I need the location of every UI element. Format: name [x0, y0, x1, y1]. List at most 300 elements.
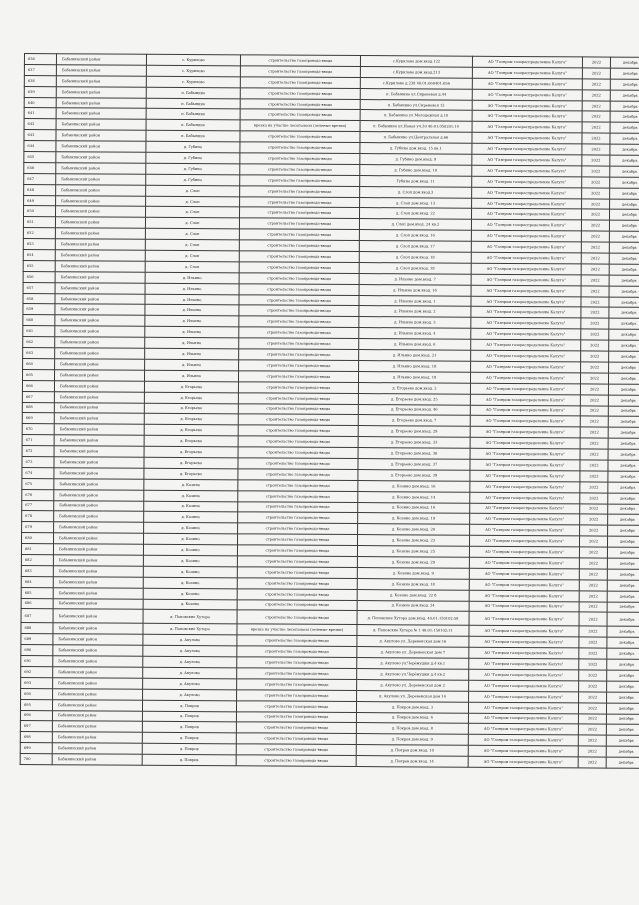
work-type-cell: строительство газопровода-ввода	[240, 196, 360, 208]
month-cell: декабрь	[609, 340, 639, 351]
district-cell: Бабынинский район	[54, 533, 144, 544]
year-cell: 2022	[582, 122, 610, 133]
district-cell: Бабынинский район	[53, 678, 143, 689]
year-cell: 2022	[580, 395, 608, 406]
work-type-cell: строительство газопровода-ввода	[238, 382, 358, 394]
work-type-cell: строительство газопровода-ввода	[237, 556, 357, 568]
row-number: 679	[22, 522, 54, 533]
address-cell: д. Слоп дом.вход.3	[360, 186, 472, 198]
district-cell: Бабынинский район	[56, 108, 146, 119]
organization-cell: АО "Газпром газораспределение Калуга"	[470, 394, 580, 406]
month-cell: декабрь	[608, 406, 639, 417]
year-cell: 2022	[581, 318, 609, 329]
row-number: 682	[21, 554, 53, 565]
organization-cell: АО "Газпром газораспределение Калуга"	[470, 448, 580, 460]
year-cell: 2022	[579, 536, 607, 547]
organization-cell: АО "Газпром газораспределение Калуга"	[470, 427, 580, 439]
work-type-cell: строительство газопровода-ввода	[238, 480, 358, 492]
organization-cell: АО "Газпром газораспределение Калуга"	[472, 154, 582, 166]
month-cell: декабрь	[610, 199, 639, 210]
settlement-cell: д. Губино	[146, 163, 240, 174]
work-type-cell: строительство газопровода-ввода	[237, 635, 357, 647]
row-number: 640	[24, 97, 56, 108]
row-number: 664	[23, 358, 55, 369]
district-cell: Бабынинский район	[54, 500, 144, 511]
address-cell: д. Ильино дом.вход. 21	[359, 350, 471, 362]
month-cell: декабрь	[607, 536, 639, 547]
work-type-cell: строительство газопровода-ввода	[237, 545, 357, 557]
district-cell: Бабынинский район	[52, 710, 142, 721]
row-number: 694	[21, 688, 53, 699]
work-type-cell: строительство газопровода-ввода	[236, 744, 356, 756]
settlement-cell: д. Ильино	[145, 348, 239, 359]
work-type-cell: строительство газопровода-ввода	[239, 305, 359, 317]
year-cell: 2022	[582, 100, 610, 111]
district-cell: Бабынинский район	[56, 75, 146, 86]
district-cell: Бабынинский район	[55, 228, 145, 239]
address-cell: д. Егорьево дом.вход. 7	[358, 415, 470, 427]
settlement-cell: д. Егорьево	[144, 381, 238, 392]
organization-cell: АО "Газпром газораспределение Калуга"	[472, 122, 582, 134]
row-number: 650	[23, 206, 55, 217]
row-number: 677	[22, 500, 54, 511]
settlement-cell: д. Козино	[144, 501, 238, 512]
work-type-cell: строительство газопровода-ввода	[239, 251, 359, 263]
district-cell: Бабынинский район	[55, 315, 145, 326]
settlement-cell: д. Губино	[146, 152, 240, 163]
year-cell: 2022	[582, 166, 610, 177]
address-cell: д. Козино дом.вход. 19	[358, 513, 470, 525]
district-cell: Бабынинский район	[53, 598, 143, 609]
row-number: 689	[21, 634, 53, 645]
district-cell: Бабынинский район	[54, 468, 144, 479]
organization-cell: АО "Газпром газораспределение Калуга"	[471, 241, 581, 253]
row-number: 646	[24, 162, 56, 173]
district-cell: Бабынинский район	[53, 634, 143, 645]
row-number: 671	[22, 435, 54, 446]
document-page	[19, 53, 639, 849]
organization-cell: АО "Газпром газораспределение Калуга"	[470, 514, 580, 526]
work-type-cell: строительство газопровода-ввода	[239, 273, 359, 285]
district-cell: Бабынинский район	[53, 576, 143, 587]
month-cell: декабрь	[609, 220, 639, 231]
row-number: 670	[22, 424, 54, 435]
district-cell: Бабынинский район	[56, 119, 146, 130]
district-cell: Бабынинский район	[53, 688, 143, 699]
organization-cell: АО "Газпром газораспределение Калуга"	[470, 481, 580, 493]
month-cell: декабрь	[609, 297, 639, 308]
work-type-cell: строительство газопровода-ввода	[238, 414, 358, 426]
row-number: 659	[23, 304, 55, 315]
row-number: 678	[22, 511, 54, 522]
work-type-cell: строительство газопровода-ввода	[238, 523, 358, 535]
settlement-cell: д. Егорьево	[144, 457, 238, 468]
district-cell: Бабынинский район	[54, 402, 144, 413]
month-cell: декабрь	[608, 395, 639, 406]
month-cell: декабрь	[610, 122, 639, 133]
settlement-cell: п. Бабынино	[146, 87, 240, 98]
district-cell: Бабынинский район	[55, 326, 145, 337]
settlement-cell: д. Слоп	[145, 261, 239, 272]
address-cell: д. Поповские Хутора дом.вход. 40:01:150102:58	[357, 611, 469, 626]
organization-cell: АО "Газпром газораспределение Калуга"	[471, 339, 581, 351]
district-cell: Бабынинский район	[55, 217, 145, 228]
year-cell: 2022	[580, 471, 608, 482]
address-cell: д. Слоп дом.вход. 17	[359, 241, 471, 253]
year-cell: 2022	[581, 351, 609, 362]
district-cell: Бабынинский район	[52, 699, 142, 710]
settlement-cell: д. Слоп	[145, 228, 239, 239]
month-cell: декабрь	[610, 166, 639, 177]
organization-cell: АО "Газпром газораспределение Калуга"	[468, 735, 578, 747]
settlement-cell: д. Ильино	[145, 316, 239, 327]
organization-cell: АО "Газпром газораспределение Калуга"	[469, 626, 579, 638]
organization-cell: АО "Газпром газораспределение Калуга"	[472, 67, 582, 79]
district-cell: Бабынинский район	[53, 555, 143, 566]
district-cell: Бабынинский район	[55, 304, 145, 315]
month-cell: декабрь	[609, 351, 639, 362]
organization-cell: АО "Газпром газораспределение Калуга"	[471, 307, 581, 319]
address-cell: д. Покров дом.вход. 10	[356, 745, 468, 757]
district-cell: Бабынинский район	[52, 721, 142, 732]
year-cell: 2022	[579, 601, 607, 612]
row-number: 675	[22, 478, 54, 489]
work-type-cell: строительство газопровода-ввода	[237, 599, 357, 611]
organization-cell: АО "Газпром газораспределение Калуга"	[471, 318, 581, 330]
settlement-cell: д. Покров	[142, 754, 236, 765]
row-number: 663	[23, 348, 55, 359]
work-type-cell: строительство газопровода-ввода	[238, 512, 358, 524]
organization-cell: АО "Газпром газораспределение Калуга"	[468, 713, 578, 725]
year-cell: 2022	[579, 569, 607, 580]
month-cell: декабрь	[606, 746, 639, 757]
month-cell: декабрь	[608, 514, 639, 525]
month-cell: декабрь	[607, 569, 639, 580]
row-number: 642	[24, 119, 56, 130]
year-cell: 2022	[578, 735, 606, 746]
work-type-cell: строительство газопровода-ввода	[237, 578, 357, 590]
work-type-cell: строительство газопровода-ввода	[238, 392, 358, 404]
address-cell: д. Егорьево дом.вход. 46	[358, 404, 470, 416]
address-cell: д. Поповские Хутора № 1 40:01:150102:11	[357, 625, 469, 637]
settlement-cell: д. Козино	[144, 490, 238, 501]
settlement-cell: д. Слоп	[145, 218, 239, 229]
year-cell: 2022	[580, 449, 608, 460]
month-cell: декабрь	[606, 757, 639, 768]
address-cell: д. Покров дом.вход. 9	[356, 734, 468, 746]
month-cell: декабрь	[609, 286, 639, 297]
row-number: 643	[24, 130, 56, 141]
month-cell: декабрь	[607, 580, 639, 591]
address-cell: п. Бабынино ул.Молодежная д.10	[360, 110, 472, 122]
organization-cell: АО "Газпром газораспределение Калуга"	[469, 601, 579, 613]
month-cell: декабрь	[608, 471, 639, 482]
address-cell: д. Акулово ул. Деревенская дом 14	[357, 690, 469, 702]
work-type-cell: строительство газопровода-ввода	[240, 131, 360, 143]
organization-cell: АО "Газпром газораспределение Калуга"	[469, 568, 579, 580]
organization-cell: АО "Газпром газораспределение Калуга"	[468, 745, 578, 757]
month-cell: декабрь	[608, 482, 639, 493]
month-cell: декабрь	[607, 670, 639, 681]
year-cell: 2022	[579, 591, 607, 602]
settlement-cell: д. Слоп	[145, 250, 239, 261]
settlement-cell: д. Акулово	[143, 678, 237, 689]
work-type-cell: строительство газопровода-ввода	[240, 175, 360, 187]
work-type-cell: строительство газопровода-ввода	[237, 567, 357, 579]
organization-cell: АО "Газпром газораспределение Калуга"	[469, 680, 579, 692]
year-cell: 2022	[578, 724, 606, 735]
work-type-cell: строительство газопровода-ввода	[238, 458, 358, 470]
work-type-cell: строительство газопровода-ввода	[239, 218, 359, 230]
organization-cell: АО "Газпром газораспределение Калуга"	[472, 100, 582, 112]
work-type-cell: строительство газопровода-ввода	[238, 501, 358, 513]
address-cell: д. Слоп дом.вход. 24 кв.2	[359, 219, 471, 231]
work-type-cell: строительство газопровода-ввода	[238, 403, 358, 415]
address-cell: д. Слоп дом.вход. 19	[359, 262, 471, 274]
settlement-cell: д. Козино	[144, 479, 238, 490]
settlement-cell: д. Покров	[142, 711, 236, 722]
address-cell: п. Бабынино ул.Новая уч.30 40:01:050201:14	[360, 121, 472, 133]
organization-cell: АО "Газпром газораспределение Калуга"	[472, 56, 582, 68]
row-number: 697	[20, 721, 52, 732]
organization-cell: АО "Газпром газораспределение Калуга"	[471, 285, 581, 297]
district-cell: Бабынинский район	[53, 645, 143, 656]
year-cell: 2022	[579, 659, 607, 670]
row-number: 637	[24, 64, 56, 75]
settlement-cell: д. Ильино	[144, 370, 238, 381]
row-number: 661	[23, 326, 55, 337]
month-cell: декабрь	[610, 155, 639, 166]
organization-cell: АО "Газпром газораспределение Калуга"	[471, 350, 581, 362]
year-cell: 2022	[580, 493, 608, 504]
row-number: 681	[21, 544, 53, 555]
address-cell: п. Бабынино ул.Центральная д.66	[360, 132, 472, 144]
organization-cell: АО "Газпром газораспределение Калуга"	[471, 361, 581, 373]
district-cell: Бабынинский район	[56, 86, 146, 97]
organization-cell: АО "Газпром газораспределение Калуга"	[472, 89, 582, 101]
address-cell: д. Губино дом.вход. 10	[360, 164, 472, 176]
month-cell: декабрь	[607, 637, 639, 648]
year-cell: 2022	[579, 648, 607, 659]
organization-cell: АО "Газпром газораспределение Калуга"	[471, 274, 581, 286]
month-cell: декабрь	[608, 525, 639, 536]
month-cell: декабрь	[607, 659, 639, 670]
row-number: 655	[23, 260, 55, 271]
address-cell: д. Егорьево дом.вход. 2	[358, 382, 470, 394]
row-number: 672	[22, 446, 54, 457]
row-number: 653	[23, 239, 55, 250]
work-type-cell: строительство газопровода-ввода	[236, 733, 356, 745]
organization-cell: АО "Газпром газораспределение Калуга"	[471, 296, 581, 308]
work-type-cell: строительство газопровода-ввода	[237, 610, 357, 625]
settlement-cell: д. Козино	[143, 544, 237, 555]
month-cell: декабрь	[608, 504, 639, 515]
month-cell: декабрь	[610, 68, 639, 79]
address-cell: д. Слоп дом.вход. 16	[359, 230, 471, 242]
district-cell: Бабынинский район	[54, 511, 144, 522]
address-cell: д. Козино дом.вход. 24	[357, 600, 469, 612]
row-number: 651	[23, 217, 55, 228]
row-number: 686	[21, 598, 53, 609]
settlement-cell: д. Покров	[142, 733, 236, 744]
year-cell: 2022	[580, 525, 608, 536]
organization-cell: АО "Газпром газораспределение Калуга"	[471, 252, 581, 264]
district-cell: Бабынинский район	[56, 163, 146, 174]
organization-cell: АО "Газпром газораспределение Калуга"	[470, 492, 580, 504]
address-cell: д. Козино дом.вход. 23	[357, 535, 469, 547]
month-cell: декабрь	[608, 373, 639, 384]
year-cell: 2022	[579, 580, 607, 591]
work-type-cell: строительство газопровода-ввода	[239, 327, 359, 339]
gas-works-table	[20, 53, 639, 769]
year-cell: 2022	[579, 626, 607, 637]
work-type-cell: строительство газопровода-ввода	[238, 371, 358, 383]
district-cell: Бабынинский район	[56, 195, 146, 206]
month-cell: декабрь	[609, 231, 639, 242]
row-number: 700	[20, 754, 52, 765]
row-number: 658	[23, 293, 55, 304]
work-type-cell: строительство газопровода-ввода	[240, 66, 360, 78]
year-cell: 2022	[580, 373, 608, 384]
address-cell: д. Козино дом.вход. 22 б	[357, 589, 469, 601]
organization-cell: АО "Газпром газораспределение Калуга"	[470, 525, 580, 537]
settlement-cell: д. Поповские Хутора	[143, 624, 237, 635]
year-cell: 2022	[578, 703, 606, 714]
settlement-cell: п. Бабынино	[146, 130, 240, 141]
organization-cell: АО "Газпром газораспределение Калуга"	[470, 459, 580, 471]
work-type-cell: строительство газопровода-ввода	[240, 142, 360, 154]
organization-cell: АО "Газпром газораспределение Калуга"	[471, 230, 581, 242]
settlement-cell: д. Егорьево	[144, 403, 238, 414]
settlement-cell: д. Акулово	[143, 667, 237, 678]
row-number: 673	[22, 456, 54, 467]
month-cell: декабрь	[609, 308, 639, 319]
district-cell: Бабынинский район	[54, 489, 144, 500]
work-type-cell: строительство газопровода-ввода	[240, 164, 360, 176]
settlement-cell: д. Губино	[146, 141, 240, 152]
settlement-cell: п. Бабынино	[146, 98, 240, 109]
settlement-cell: д. Козино	[143, 577, 237, 588]
work-type-cell: строительство газопровода-ввода	[236, 722, 356, 734]
month-cell: декабрь	[606, 714, 639, 725]
year-cell: 2022	[580, 503, 608, 514]
settlement-cell: д. Ильино	[145, 283, 239, 294]
district-cell: Бабынинский район	[55, 337, 145, 348]
address-cell: с.Курилово д.238 40:01:060401:656	[360, 77, 472, 89]
address-cell: д. Козино дом.вход. 14	[358, 491, 470, 503]
work-type-cell: строительство газопровода-ввода	[239, 240, 359, 252]
year-cell: 2022	[581, 253, 609, 264]
row-number: 654	[23, 250, 55, 261]
settlement-cell: д. Поповские Хутора	[143, 610, 237, 625]
work-type-cell: строительство газопровода-ввода	[237, 679, 357, 691]
row-number: 691	[21, 656, 53, 667]
settlement-cell: д. Егорьево	[144, 414, 238, 425]
address-cell: д. Слоп дом.вход. 18	[359, 252, 471, 264]
address-cell: д. Егорьево дом.вход. 37	[358, 459, 470, 471]
settlement-cell: с. Курилово	[146, 54, 240, 65]
organization-cell: АО "Газпром газораспределение Калуга"	[469, 546, 579, 558]
work-type-cell: строительство газопровода-ввода	[238, 447, 358, 459]
district-cell: Бабынинский район	[55, 272, 145, 283]
row-number: 693	[21, 677, 53, 688]
work-type-cell: строительство газопровода-ввода	[237, 690, 357, 702]
district-cell: Бабынинский район	[52, 754, 142, 765]
district-cell: Бабынинский район	[55, 239, 145, 250]
district-cell: Бабынинский район	[55, 282, 145, 293]
year-cell: 2022	[582, 90, 610, 101]
district-cell: Бабынинский район	[53, 544, 143, 555]
settlement-cell: д. Ильино	[145, 272, 239, 283]
work-type-cell: строительство газопровода-ввода	[237, 588, 357, 600]
settlement-cell: д. Ильино	[145, 337, 239, 348]
organization-cell: АО "Газпром газораспределение Калуга"	[472, 132, 582, 144]
row-number: 680	[22, 533, 54, 544]
year-cell: 2022	[581, 209, 609, 220]
address-cell: Губино дом.вход. 11	[360, 175, 472, 187]
settlement-cell: д. Акулово	[143, 635, 237, 646]
organization-cell: АО "Газпром газораспределение Калуга"	[469, 669, 579, 681]
settlement-cell: д. Ильино	[145, 359, 239, 370]
row-number: 644	[24, 141, 56, 152]
row-number: 665	[23, 369, 55, 380]
district-cell: Бабынинский район	[54, 413, 144, 424]
settlement-cell: д. Слоп	[146, 196, 240, 207]
address-cell: д. Ильино дом.вход. 19	[358, 371, 470, 383]
district-cell: Бабынинский район	[56, 97, 146, 108]
organization-cell: АО "Газпром газораспределение Калуга"	[471, 263, 581, 275]
month-cell: декабрь	[608, 493, 639, 504]
organization-cell: АО "Газпром газораспределение Калуга"	[469, 647, 579, 659]
row-number: 687	[21, 609, 53, 623]
address-cell: д. Егорьево дом.вход. 39	[358, 469, 470, 481]
settlement-cell: с. Курилово	[146, 76, 240, 87]
month-cell: декабрь	[606, 703, 639, 714]
work-type-cell: строительство газопровода-ввода	[239, 207, 359, 219]
organization-cell: АО "Газпром газораспределение Калуга"	[469, 535, 579, 547]
settlement-cell: д. Покров	[142, 722, 236, 733]
settlement-cell: п. Бабынино	[146, 109, 240, 120]
year-cell: 2022	[582, 198, 610, 209]
district-cell: Бабынинский район	[54, 478, 144, 489]
district-cell: Бабынинский район	[55, 261, 145, 272]
district-cell: Бабынинский район	[53, 667, 143, 678]
address-cell: д. Ильино дом.вход. 3	[359, 317, 471, 329]
district-cell: Бабынинский район	[56, 130, 146, 141]
month-cell: декабрь	[608, 427, 639, 438]
month-cell: декабрь	[607, 626, 639, 637]
address-cell: д. Козино дом.вход. 20	[358, 524, 470, 536]
year-cell: 2022	[579, 670, 607, 681]
address-cell: д. Ильино дом.вход. 4	[359, 328, 471, 340]
month-cell: декабрь	[608, 460, 639, 471]
address-cell: д. Козино дом.вход. 16	[358, 480, 470, 492]
year-cell: 2022	[582, 111, 610, 122]
address-cell: д. Покров дом.вход. 14	[356, 756, 468, 768]
row-number: 696	[20, 710, 52, 721]
work-type-cell: строительство газопровода-ввода	[238, 490, 358, 502]
work-type-cell: строительство газопровода-ввода	[238, 425, 358, 437]
address-cell: д. Акулово ул.Черёмушки д.4 кв.1	[357, 658, 469, 670]
organization-cell: АО "Газпром газораспределение Калуга"	[469, 637, 579, 649]
row-number: 657	[23, 282, 55, 293]
year-cell: 2022	[581, 340, 609, 351]
year-cell: 2022	[580, 416, 608, 427]
row-number: 660	[23, 315, 55, 326]
address-cell: д. Козино дом.вход. 29	[357, 557, 469, 569]
settlement-cell: п. Бабынино	[146, 120, 240, 131]
organization-cell: АО "Газпром газораспределение Калуга"	[470, 416, 580, 428]
